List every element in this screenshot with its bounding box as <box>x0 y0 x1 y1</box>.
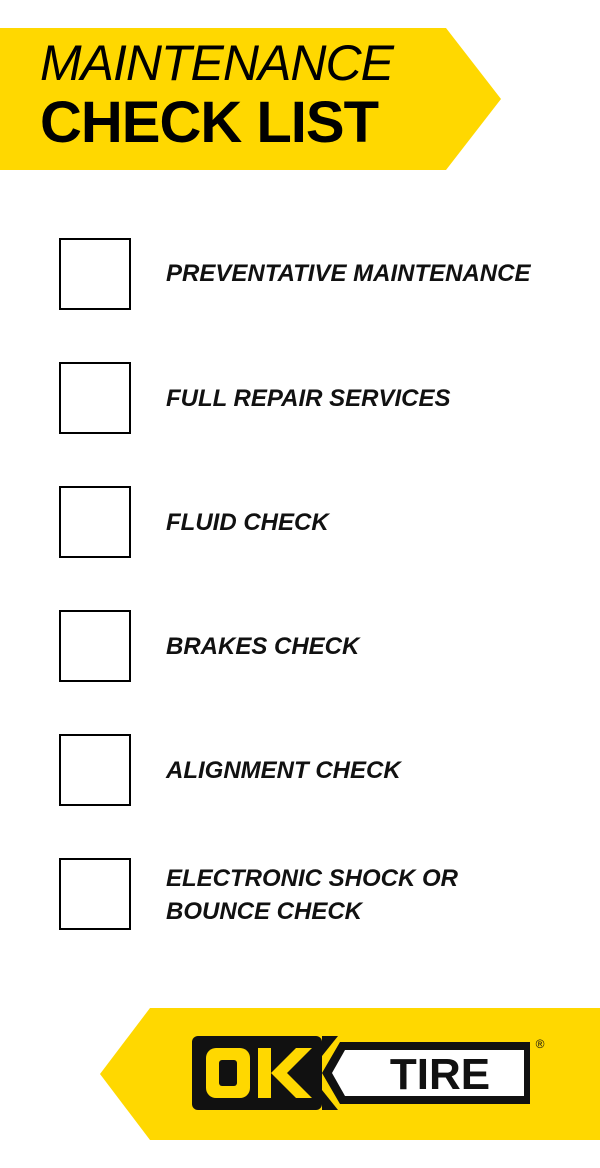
checkbox[interactable] <box>59 486 131 558</box>
checkbox[interactable] <box>59 238 131 310</box>
checkbox[interactable] <box>59 610 131 682</box>
checklist-item-brakes-check[interactable] <box>59 610 579 682</box>
checklist-item-full-repair-services[interactable] <box>59 362 579 434</box>
checklist-item-label: FULL REPAIR SERVICES <box>166 385 451 412</box>
logo-k-letter <box>258 1048 271 1098</box>
checklist-item-label: PREVENTATIVE MAINTENANCE <box>166 260 531 287</box>
footer-banner <box>100 1008 600 1140</box>
checkbox[interactable] <box>59 362 131 434</box>
checklist-item-fluid-check[interactable] <box>59 486 579 558</box>
checkbox[interactable] <box>59 858 131 930</box>
checkbox[interactable] <box>59 734 131 806</box>
checklist-item-electronic-shock-or-bounce-check[interactable] <box>59 858 579 930</box>
checklist-item-label: FLUID CHECK <box>166 509 329 536</box>
page-title-line1: MAINTENANCE <box>40 35 393 91</box>
checklist-item-label-line1: ELECTRONIC SHOCK OR <box>166 865 459 892</box>
checklist-item-label: ALIGNMENT CHECK <box>166 757 401 784</box>
registered-mark: ® <box>535 1037 545 1051</box>
page-title-line2: CHECK LIST <box>40 90 378 155</box>
checklist-item-alignment-check[interactable] <box>59 734 579 806</box>
ok-tire-logo <box>100 1008 600 1140</box>
checklist-item-label-line2: BOUNCE CHECK <box>166 898 363 925</box>
checklist-item-label: BRAKES CHECK <box>166 633 360 660</box>
logo-tire-text: TIRE <box>389 1050 491 1099</box>
checklist-item-preventative-maintenance[interactable] <box>59 238 579 310</box>
